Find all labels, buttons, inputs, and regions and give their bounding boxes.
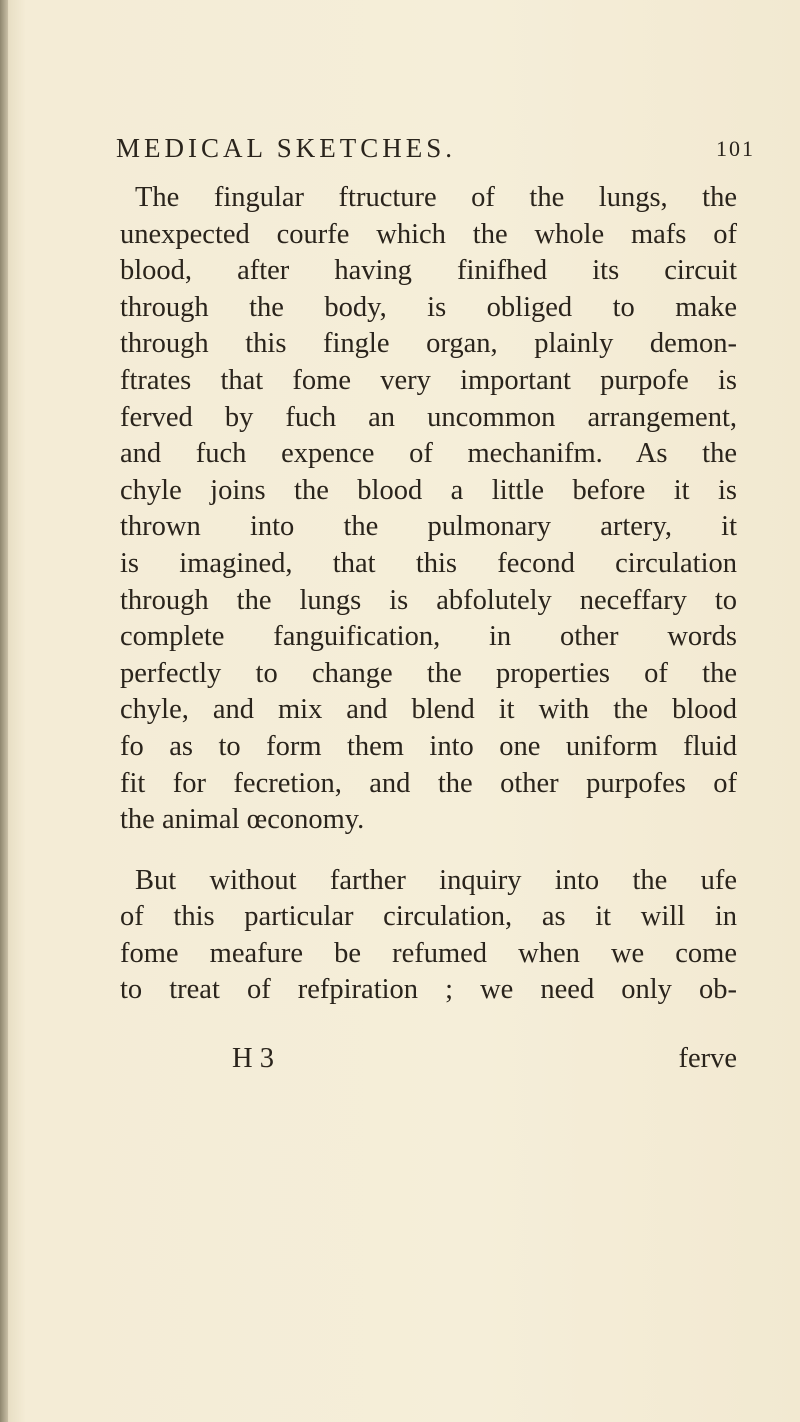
paragraph-gap: [120, 839, 737, 863]
page-spine-edge: [0, 0, 8, 1422]
paragraph-2: [120, 863, 737, 1009]
paragraph-1: [120, 180, 737, 839]
text-line: chyle joins the blood a little before it is: [120, 474, 737, 506]
text-line: unexpected courfe which the whole mafs of: [120, 218, 737, 250]
text-line: chyle, and mix and blend it with the blood: [120, 694, 737, 726]
text-line: But without farther inquiry into the ufe: [135, 864, 737, 896]
text-line: thrown into the pulmonary artery, it: [120, 511, 737, 543]
text-line: is imagined, that this fecond circulation: [120, 547, 737, 579]
text-line: The fingular ftructure of the lungs, the: [135, 182, 737, 213]
text-line: ferved by fuch an uncommon arrangement,: [120, 401, 737, 433]
running-title: MEDICAL SKETCHES.: [116, 133, 457, 163]
page-number: 101: [716, 136, 755, 161]
text-line: fome meafure be refumed when we come: [120, 937, 737, 969]
text-line: fit for fecretion, and the other purpofes of: [120, 767, 737, 799]
text-line: the animal œconomy.: [120, 804, 365, 836]
body-text: [120, 180, 737, 1009]
text-line: through the lungs is abfolutely neceffary to: [120, 584, 737, 616]
running-header: [116, 133, 756, 164]
text-line: through the body, is obliged to make: [120, 291, 737, 323]
text-line: blood, after having finifhed its circuit: [120, 255, 737, 287]
page-footer: [120, 1043, 737, 1081]
text-line: to treat of refpiration ; we need only ob-: [120, 974, 737, 1006]
signature-mark: H 3: [232, 1043, 274, 1074]
text-line: complete fanguification, in other words: [120, 621, 737, 653]
text-line: of this particular circulation, as it will in: [120, 901, 737, 933]
text-line: ftrates that fome very important purpofe is: [120, 364, 737, 396]
text-line: perfectly to change the properties of the: [120, 657, 737, 689]
text-line: fo as to form them into one uniform fluid: [120, 730, 737, 762]
text-line: and fuch expence of mechanifm. As the: [120, 438, 737, 470]
text-line: through this fingle organ, plainly demon-: [120, 328, 737, 360]
catchword: ferve: [678, 1043, 737, 1074]
